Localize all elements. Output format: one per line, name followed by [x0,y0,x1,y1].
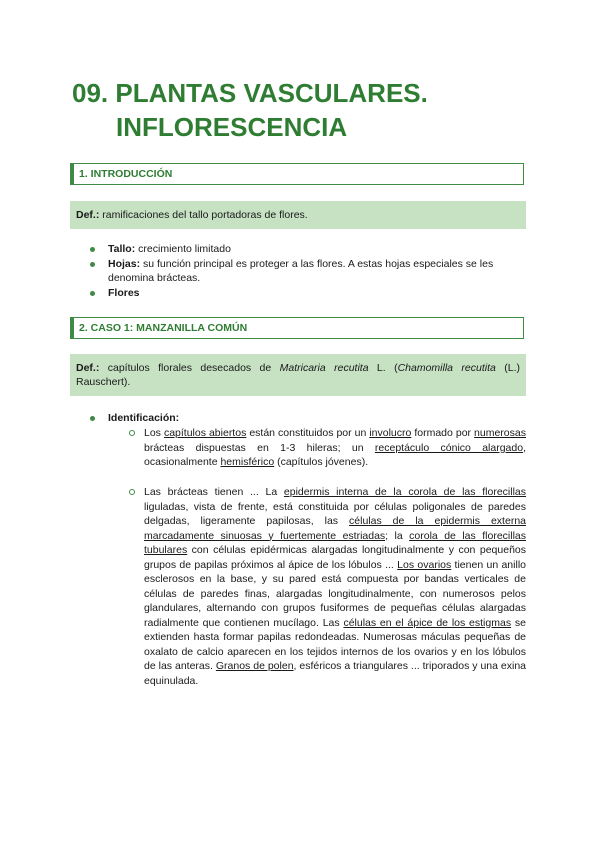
section-heading-manzanilla [70,317,524,339]
definition-box-manzanilla [70,354,526,396]
definition-box-intro [70,201,526,229]
list-item [108,411,526,426]
section-heading-introduccion [70,163,524,185]
list-item [108,242,526,257]
text-run: la [388,529,410,542]
def-text: (L.) Rauschert). [76,362,520,388]
underlined-term: Granos de polen [215,660,294,672]
def-text: capítulos florales desecados de [99,362,280,374]
title-line-2: INFLORESCENCIA [116,112,348,142]
def-label: Def.: [76,209,100,221]
list-item [108,286,526,301]
text-run: liguladas, vista de frente, está constituida por células poligonales de paredes delgadas, ligeramente papilosas, las [144,500,526,527]
identification-label: Identificación: [108,412,180,424]
underlined-term: involucro [369,427,412,439]
underlined-term: hemisférico [220,456,275,468]
underlined-term: numerosas [474,427,526,439]
species-name: Chamomilla recutita [397,362,496,374]
def-text: ramificaciones del tallo portadoras de flores. [99,209,308,221]
text-run: , ocasionalmente [144,441,526,468]
text-run: , esféricos a triangulares ... triporados y una exina equinulada. [144,660,526,687]
bullet-icon [90,262,95,267]
identification-paragraph-1 [144,426,526,470]
underlined-term: epidermis interna de la corola de las florecillas [283,486,527,498]
underlined-term: capítulos abiertos [163,427,247,439]
text-run: están constituidos por un [246,427,370,439]
sub-bullet-icon [129,489,135,495]
sub-bullet-icon [129,430,135,436]
list-item [108,257,526,286]
title-line-1: 09. PLANTAS VASCULARES. [72,78,428,108]
section-heading-text: 2. CASO 1: MANZANILLA COMÚN [79,322,248,334]
bullet-icon [90,247,95,252]
text-run: con células epidérmicas alargadas longitudinalmente y con pequeños grupos de papilas próximos al ápice de los lóbulos ... [144,544,526,571]
bullet-text: crecimiento limitado [135,243,231,255]
intro-bullet-list [108,242,526,300]
text-run: se extienden hasta formar papilas redondeadas. Numerosas máculas pequeñas de oxalato de calcio aparecen en los tejidos internos de los ovarios y en los lóbulos de las anteras. [144,616,526,672]
underlined-term: Los ovarios [397,558,452,571]
text-run: Los [144,427,164,439]
bullet-text: su función principal es proteger a las flores. A estas hojas especiales se les denomina brácteas. [108,257,494,284]
underlined-term: células de la epidermis externa marcadamente sinuosas y fuertemente estriadas; [144,515,526,542]
section-heading-text: 1. INTRODUCCIÓN [79,168,173,180]
def-label: Def.: [76,362,100,374]
underlined-term: corola de las florecillas tubulares [144,529,526,556]
text-run: (capítulos jóvenes). [274,456,369,468]
text-run: formado por [411,427,475,439]
document-title [72,76,428,144]
bullet-label: Tallo: [108,243,136,255]
text-run: Las brácteas tienen ... La [144,486,284,498]
bullet-label: Hojas: [108,257,141,270]
bullet-label: Flores [108,286,140,299]
text-run: tienen un anillo esclerosos en la base, y su pared está compuesta por bandas verticales de células de paredes finas, alargadas longitudinalmente, con numerosos pelos glandulares, alternando con grupos fusiformes de pequeñas células alargadas radialmente que contienen mucílago. Las [144,558,526,629]
bullet-icon [90,291,95,296]
identification-paragraph-2 [144,485,526,688]
underlined-term: células en el ápice de los estigmas [343,616,512,629]
identification-list [108,411,526,426]
text-run: brácteas dispuestas en 1-3 hileras; un [144,441,375,454]
species-name: Matricaria recutita [279,362,369,374]
def-text: L. ( [368,362,398,374]
bullet-icon [90,416,95,421]
underlined-term: receptáculo cónico alargado [374,441,524,454]
